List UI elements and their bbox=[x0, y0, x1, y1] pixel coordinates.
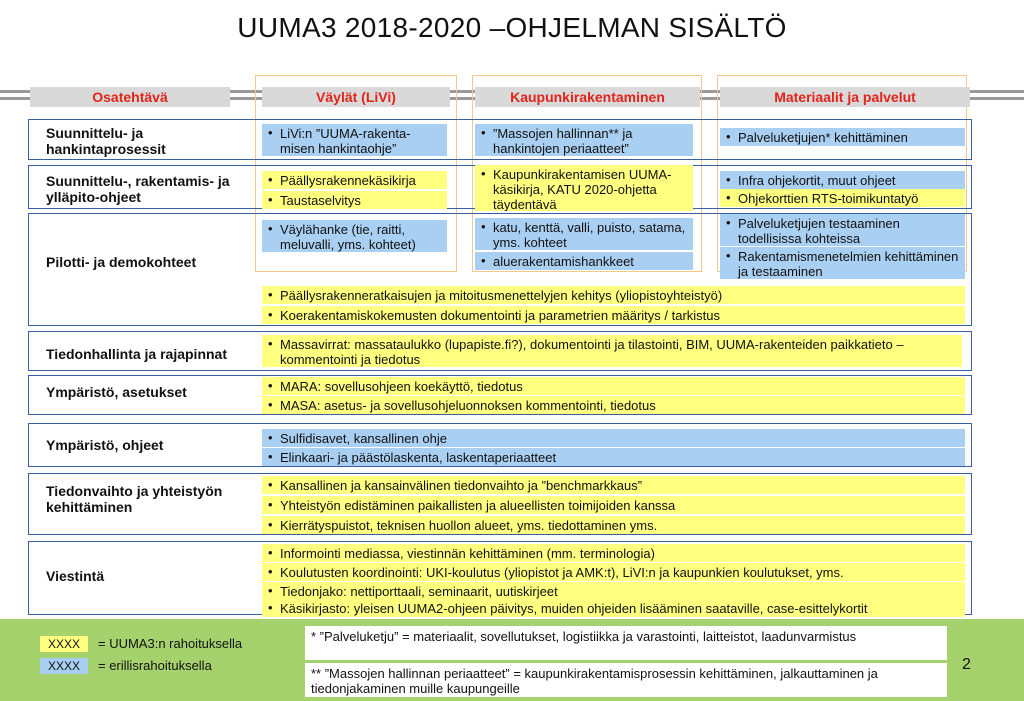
masa-item: • MASA: asetus- ja sovellusohjeluonnoksen kommentointi, tiedotus bbox=[262, 396, 965, 414]
row-label-guidelines: Suunnittelu-, rakentamis- ja ylläpito-ohjeet bbox=[46, 173, 230, 205]
footnote-service-chain: * ”Palveluketju” = materiaalit, sovellutukset, logistiikka ja varastointi, laitteistot, laadunvarmistus bbox=[305, 626, 947, 660]
livi-background-study: • Taustaselvitys bbox=[262, 191, 447, 209]
page-number: 2 bbox=[962, 656, 971, 673]
benchmarking-item: • Kansallinen ja kansainvälinen tiedonvaihto ja ”benchmarkkaus” bbox=[262, 476, 965, 494]
training-coordination-item: • Koulutusten koordinointi: UKI-koulutus (yliopistot ja AMK:t), LiVI:n ja kaupunkien koulutukset, yms. bbox=[262, 563, 965, 581]
sulfide-clay-item: • Sulfidisavet, kansallinen ohje bbox=[262, 429, 965, 447]
mass-flows-item: • Massavirrat: massataulukko (lupapiste.fi?), dokumentointi ja tilastointi, BIM, UUMA-rakenteiden paikkatieto – kommentointi ja tiedotus bbox=[262, 335, 962, 367]
media-informing-item: • Informointi mediassa, viestinnän kehittäminen (mm. terminologia) bbox=[262, 544, 965, 562]
header-materials: Materiaalit ja palvelut bbox=[720, 87, 970, 107]
test-construction-documentation: • Koerakentamiskokemusten dokumentointi ja parametrien määritys / tarkistus bbox=[262, 306, 965, 324]
livi-pavement-handbook: • Päällysrakennekäsikirja bbox=[262, 171, 447, 189]
legend-swatch-blue: XXXX bbox=[40, 658, 88, 674]
footnote-mass-management: ** ”Massojen hallinnan periaatteet” = kaupunkirakentamisprosessin kehittäminen, jalkauttaminen ja tiedonjakaminen muille kaupungeille bbox=[305, 663, 947, 697]
header-task: Osatehtävä bbox=[30, 87, 230, 107]
city-area-projects: • aluerakentamishankkeet bbox=[475, 252, 693, 270]
row-label-cooperation: Tiedonvaihto ja yhteistyön kehittäminen bbox=[46, 483, 223, 515]
row-label-communication: Viestintä bbox=[46, 568, 105, 584]
row-label-planning-procurement: Suunnittelu- ja hankintaprosessit bbox=[46, 125, 166, 157]
recycling-parks-item: • Kierrätyspuistot, teknisen huollon alueet, yms. tiedottaminen yms. bbox=[262, 516, 965, 534]
city-street-field-pilots: • katu, kenttä, valli, puisto, satama, yms. kohteet bbox=[475, 218, 693, 250]
legend-swatch-yellow: XXXX bbox=[40, 636, 88, 652]
row-label-information-management: Tiedonhallinta ja rajapinnat bbox=[46, 346, 227, 362]
materials-rts-committee: • Ohjekorttien RTS-toimikuntatyö bbox=[720, 189, 965, 207]
information-sharing-item: • Tiedonjako: nettiporttaali, seminaarit, uutiskirjeet bbox=[262, 582, 965, 600]
livi-route-project: • Väylähanke (tie, raitti, meluvalli, yms. kohteet) bbox=[262, 220, 447, 252]
livi-procurement-guide: • LiVi:n ”UUMA-rakenta-misen hankintaohje” bbox=[262, 124, 447, 156]
header-livi: Väylät (LiVi) bbox=[262, 87, 450, 107]
materials-method-development: • Rakentamismenetelmien kehittäminen ja testaaminen bbox=[720, 247, 965, 279]
materials-service-chains: • Palveluketjujen* kehittäminen bbox=[720, 128, 965, 146]
slide-title: UUMA3 2018-2020 –OHJELMAN SISÄLTÖ bbox=[237, 12, 787, 43]
legend-label-yellow: = UUMA3:n rahoituksella bbox=[98, 636, 243, 651]
lifecycle-emissions-item: • Elinkaari- ja päästölaskenta, laskentaperiaatteet bbox=[262, 448, 965, 466]
row-label-environment-guidelines: Ympäristö, ohjeet bbox=[46, 437, 164, 453]
mara-item: • MARA: sovellusohjeen koekäyttö, tiedotus bbox=[262, 377, 965, 395]
local-cooperation-item: • Yhteistyön edistäminen paikallisten ja alueellisten toimijoiden kanssa bbox=[262, 496, 965, 514]
row-label-environment-regulations: Ympäristö, asetukset bbox=[46, 384, 187, 400]
header-city: Kaupunkirakentaminen bbox=[475, 87, 700, 107]
row-label-pilots: Pilotti- ja demokohteet bbox=[46, 254, 197, 270]
city-mass-management-principles: • ”Massojen hallinnan** ja hankintojen periaatteet” bbox=[475, 124, 693, 156]
pavement-solutions-development: • Päällysrakenneratkaisujen ja mitoitusmenettelyjen kehitys (yliopistoyhteistyö) bbox=[262, 286, 965, 304]
handbook-library-item: • Käsikirjasto: yleisen UUMA2-ohjeen päivitys, muiden ohjeiden lisääminen saataville, case-esittelykortit bbox=[262, 599, 965, 617]
materials-infra-cards: • Infra ohjekortit, muut ohjeet bbox=[720, 171, 965, 189]
city-uuma-handbook: • Kaupunkirakentamisen UUMA-käsikirja, KATU 2020-ohjetta täydentävä bbox=[475, 165, 693, 211]
materials-chain-testing: • Palveluketjujen testaaminen todellisissa kohteissa bbox=[720, 214, 965, 246]
legend-label-blue: = erillisrahoituksella bbox=[98, 658, 212, 673]
